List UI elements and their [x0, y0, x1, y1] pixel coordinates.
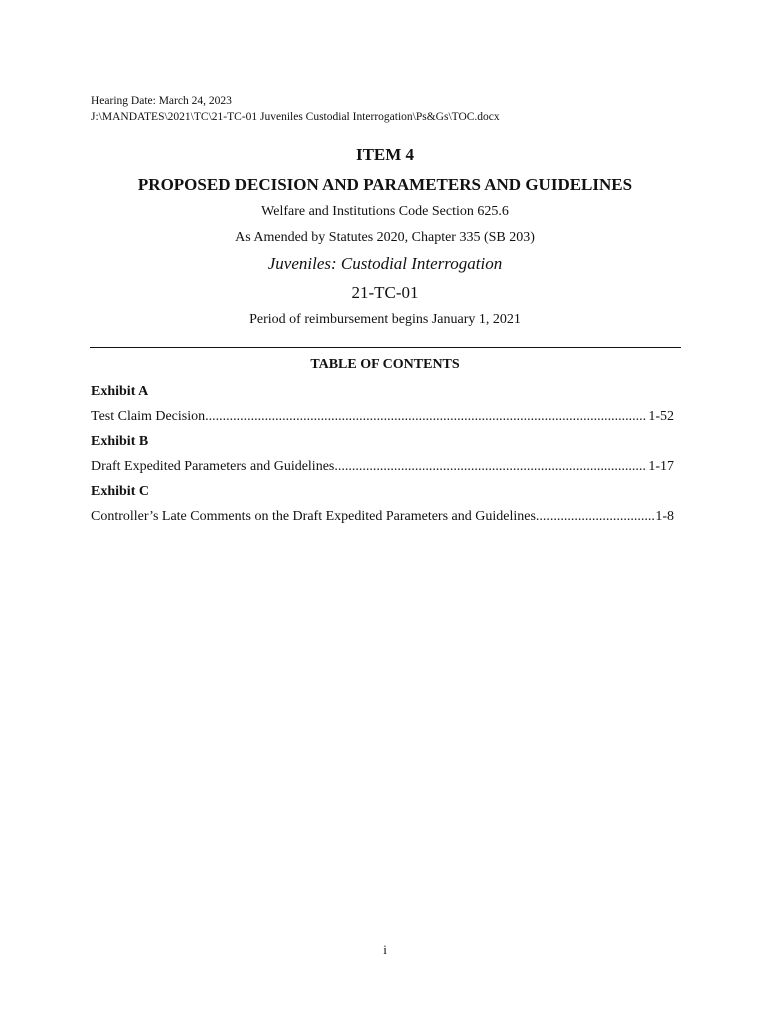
dot-leader: [205, 407, 647, 427]
toc-entry-title: Test Claim Decision: [91, 409, 206, 424]
toc-entry-pages: 1-8: [655, 509, 674, 524]
toc-entry-title: Draft Expedited Parameters and Guidelines: [91, 459, 335, 474]
code-section: Welfare and Institutions Code Section 625.6: [261, 204, 509, 219]
toc-entry-exhibit-c[interactable]: [91, 507, 674, 527]
amended-by: As Amended by Statutes 2020, Chapter 335 (SB 203): [235, 230, 535, 245]
document-meta: [91, 93, 500, 125]
document-title: PROPOSED DECISION AND PARAMETERS AND GUIDELINES: [137, 175, 633, 194]
file-path: J:\MANDATES\2021\TC\21-TC-01 Juveniles Custodial Interrogation\Ps&Gs\TOC.docx: [91, 111, 500, 123]
toc-entry-exhibit-b[interactable]: [91, 457, 674, 477]
exhibit-b-label: Exhibit B: [91, 434, 149, 449]
hearing-date: Hearing Date: March 24, 2023: [91, 95, 232, 107]
item-number: ITEM 4: [355, 145, 415, 164]
matter-number: 21-TC-01: [351, 283, 419, 302]
toc-entry-title: Controller’s Late Comments on the Draft Expedited Parameters and Guidelines: [91, 509, 536, 524]
toc-heading: TABLE OF CONTENTS: [310, 357, 460, 372]
reimbursement-period: Period of reimbursement begins January 1, 2021: [249, 312, 521, 327]
exhibit-a-label: Exhibit A: [91, 384, 149, 399]
divider: [90, 347, 681, 348]
dot-leader: [536, 507, 654, 527]
exhibit-c-label: Exhibit C: [91, 484, 149, 499]
toc-entry-exhibit-a[interactable]: [91, 407, 674, 427]
table-of-contents: [91, 382, 674, 532]
dot-leader: [334, 457, 647, 477]
toc-entry-pages: 1-17: [648, 459, 674, 474]
subject: Juveniles: Custodial Interrogation: [267, 254, 503, 273]
page-number: i: [383, 942, 387, 957]
toc-entry-pages: 1-52: [648, 409, 674, 424]
